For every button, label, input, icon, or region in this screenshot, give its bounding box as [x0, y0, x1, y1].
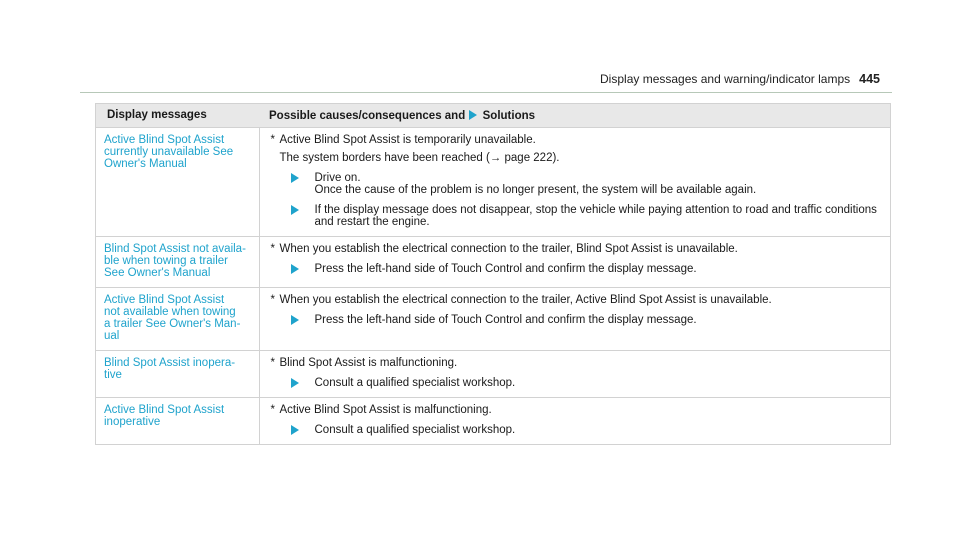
display-message [96, 237, 260, 288]
column-header-solutions-label: Possible causes/consequences and [269, 110, 466, 122]
message-line: inoperative [104, 416, 161, 428]
solution-cell [259, 288, 891, 351]
table-header-row [96, 104, 891, 128]
step-arrow-icon [291, 315, 299, 325]
step-line: Drive on. [314, 172, 361, 184]
cause [269, 404, 883, 416]
solution-cell [259, 237, 891, 288]
message-line: Owner's Manual [104, 158, 187, 170]
display-message [96, 288, 260, 351]
solution-cell [259, 351, 891, 398]
solution-step [269, 263, 883, 275]
column-header-messages: Display messages [96, 104, 260, 128]
message-line: Blind Spot Assist not availa- [104, 243, 246, 255]
step-line: Once the cause of the problem is no longer present, the system will be available again. [314, 184, 757, 196]
solution-step [269, 172, 883, 196]
table-row [96, 128, 891, 237]
message-line: a trailer See Owner's Man- [104, 318, 241, 330]
cause-text: When you establish the electrical connection to the trailer, Blind Spot Assist is unavailable. [279, 243, 738, 255]
cause [269, 357, 883, 369]
running-title: Display messages and warning/indicator lamps [600, 72, 851, 86]
message-line: Active Blind Spot Assist [104, 294, 225, 306]
cause [269, 294, 883, 306]
cause-marker: * [270, 243, 275, 255]
message-line: currently unavailable See [104, 146, 234, 158]
cause [269, 243, 883, 255]
display-message [96, 398, 260, 445]
step-line: Consult a qualified specialist workshop. [314, 424, 516, 436]
display-message [96, 128, 260, 237]
column-header-solutions [259, 104, 891, 128]
cause [269, 134, 883, 164]
step-arrow-icon [291, 264, 299, 274]
solution-cell [259, 128, 891, 237]
step-line: If the display message does not disappear, stop the vehicle while paying attention to road and traffic conditions [314, 204, 877, 216]
solution-step [269, 314, 883, 326]
message-line: Active Blind Spot Assist [104, 404, 225, 416]
step-line: Consult a qualified specialist workshop. [314, 377, 516, 389]
column-header-solutions-suffix: Solutions [482, 110, 536, 122]
cause-marker: * [270, 134, 275, 146]
solution-arrow-icon [469, 110, 477, 120]
display-messages-table [95, 103, 891, 445]
solution-step [269, 377, 883, 389]
message-line: ual [104, 330, 120, 342]
solution-step [269, 204, 883, 228]
step-arrow-icon [291, 205, 299, 215]
message-line: See Owner's Manual [104, 267, 211, 279]
step-arrow-icon [291, 425, 299, 435]
page-number: 445 [859, 72, 880, 86]
cause-extra-text: The system borders have been reached (→ page 222). [279, 152, 560, 164]
message-line: Blind Spot Assist inopera- [104, 357, 236, 369]
table-row [96, 398, 891, 445]
solution-cell [259, 398, 891, 445]
cause-marker: * [270, 357, 275, 369]
cause-text: Active Blind Spot Assist is malfunctioning. [279, 404, 492, 416]
cause-marker: * [270, 404, 275, 416]
running-header [96, 72, 880, 86]
cause-text: Active Blind Spot Assist is temporarily unavailable. [279, 134, 536, 146]
message-line: tive [104, 369, 122, 381]
cause-text: Blind Spot Assist is malfunctioning. [279, 357, 458, 369]
table-row [96, 237, 891, 288]
message-line: not available when towing [104, 306, 236, 318]
step-line: and restart the engine. [314, 216, 430, 228]
cause-marker: * [270, 294, 275, 306]
step-arrow-icon [291, 173, 299, 183]
message-line: Active Blind Spot Assist [104, 134, 225, 146]
table-row [96, 351, 891, 398]
step-line: Press the left-hand side of Touch Control and confirm the display message. [314, 314, 697, 326]
step-arrow-icon [291, 378, 299, 388]
display-message [96, 351, 260, 398]
solution-step [269, 424, 883, 436]
step-line: Press the left-hand side of Touch Control and confirm the display message. [314, 263, 697, 275]
table-row [96, 288, 891, 351]
header-rule [80, 92, 892, 93]
cause-text: When you establish the electrical connection to the trailer, Active Blind Spot Assist is unavailable. [279, 294, 772, 306]
message-line: ble when towing a trailer [104, 255, 229, 267]
